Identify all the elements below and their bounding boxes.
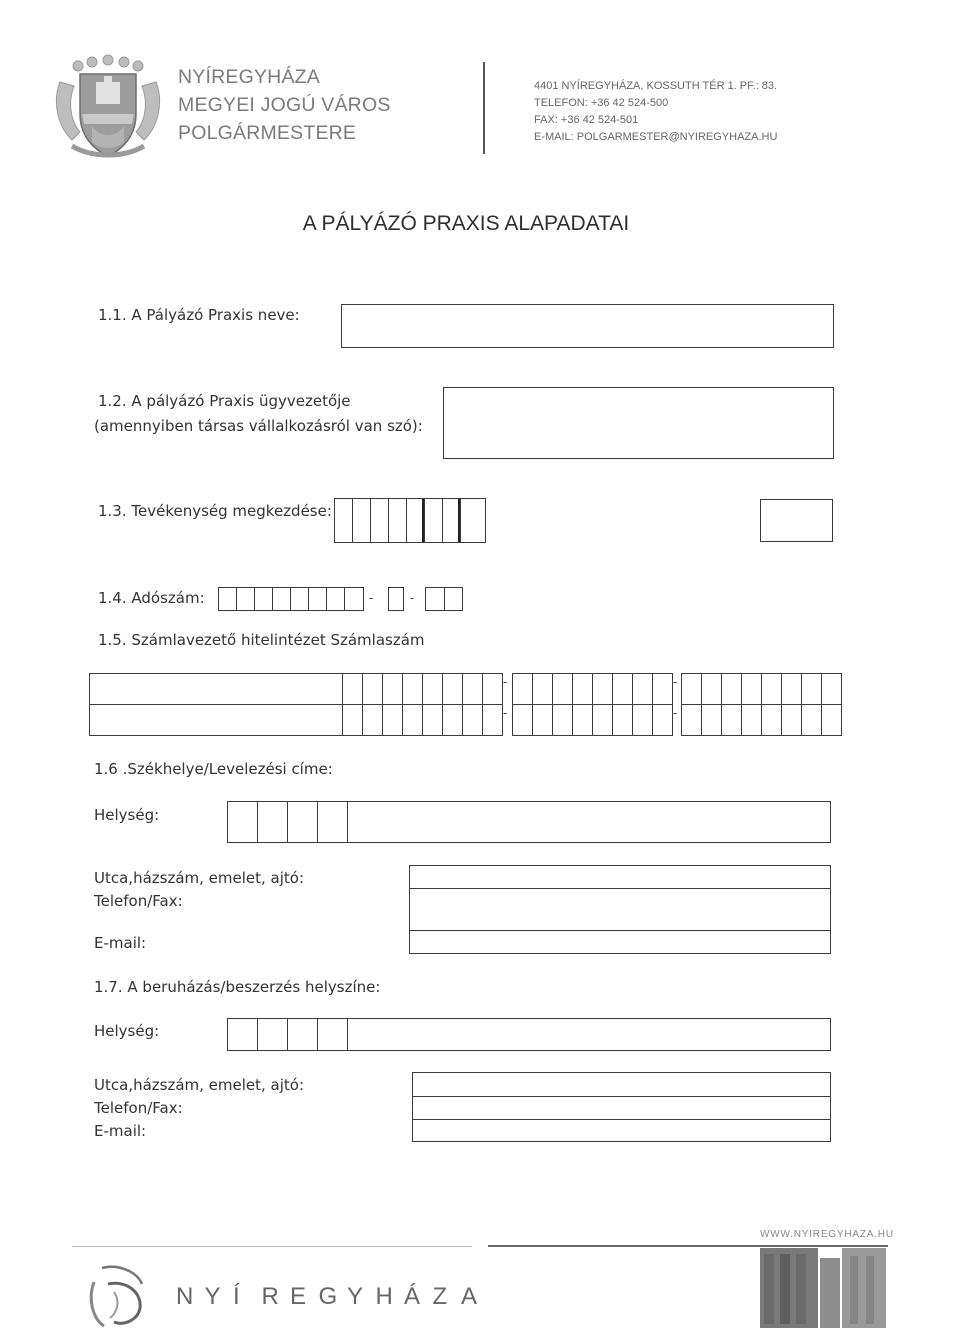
footer-website: WWW.NYIREGYHAZA.HU [760, 1229, 894, 1240]
label-phone-fax-2: Telefon/Fax: [94, 1099, 183, 1117]
bank-account-digit-cell[interactable] [592, 704, 613, 736]
label-street: Utca,házszám, emelet, ajtó: [94, 869, 305, 887]
bank-account-digit-cell[interactable] [552, 673, 573, 705]
label-manager-line1: 1.2. A pályázó Praxis ügyvezetője [98, 392, 351, 410]
bank-account-digit-cell[interactable] [761, 704, 782, 736]
bank-account-digit-cell[interactable] [362, 704, 383, 736]
bank-account-digit-cell[interactable] [821, 704, 842, 736]
bank-account-digit-cell[interactable] [612, 673, 633, 705]
bank-account-digit-cell[interactable] [721, 673, 742, 705]
footer-city-letter: G [318, 1283, 338, 1310]
footer-city-letter: Y [204, 1283, 221, 1310]
org-name-line3: POLGÁRMESTERE [178, 122, 357, 144]
bank-account-dash: - [503, 706, 508, 720]
bank-account-digit-cell[interactable] [482, 704, 503, 736]
label-street-2: Utca,házszám, emelet, ajtó: [94, 1076, 305, 1094]
contact-address: 4401 NYÍREGYHÁZA, KOSSUTH TÉR 1. PF.: 83. [534, 80, 778, 92]
bank-account-grid[interactable] [89, 673, 833, 736]
bank-account-digit-cell[interactable] [442, 673, 463, 705]
org-name-line2: MEGYEI JOGÚ VÁROS [178, 94, 391, 116]
bank-account-digit-cell[interactable] [422, 673, 443, 705]
contact-phone: TELEFON: +36 42 524-500 [534, 97, 669, 109]
phone-fax-field[interactable] [409, 888, 831, 931]
bank-account-digit-cell[interactable] [741, 673, 762, 705]
bank-account-digit-cell[interactable] [512, 704, 533, 736]
bank-account-digit-cell[interactable] [681, 704, 702, 736]
email-field[interactable] [409, 930, 831, 954]
contact-fax: FAX: +36 42 524-501 [534, 114, 639, 126]
label-email: E-mail: [94, 934, 147, 952]
nyiregyhaza-swirl-logo-icon [84, 1262, 156, 1328]
label-locality: Helység: [94, 806, 160, 824]
page-title: A PÁLYÁZÓ PRAXIS ALAPADATAI [302, 212, 630, 235]
building-photo-strip-icon [760, 1248, 886, 1328]
label-tax-number: 1.4. Adószám: [98, 589, 205, 607]
bank-account-digit-cell[interactable] [462, 673, 483, 705]
activity-extra-box[interactable] [760, 499, 833, 542]
bank-account-digit-cell[interactable] [592, 673, 613, 705]
bank-account-digit-cell[interactable] [552, 704, 573, 736]
bank-account-digit-cell[interactable] [701, 673, 722, 705]
footer-city-letter: Í [233, 1283, 240, 1310]
bank-account-digit-cell[interactable] [362, 673, 383, 705]
bank-account-digit-cell[interactable] [701, 704, 722, 736]
bank-account-digit-cell[interactable] [572, 673, 593, 705]
label-investment-site: 1.7. A beruházás/beszerzés helyszíne: [94, 978, 381, 996]
footer-rule-left [72, 1246, 472, 1247]
label-activity-start: 1.3. Tevékenység megkezdése: [98, 502, 332, 520]
bank-account-digit-cell[interactable] [482, 673, 503, 705]
bank-account-digit-cell[interactable] [781, 704, 802, 736]
phone-fax-field-2[interactable] [412, 1096, 831, 1120]
bank-account-digit-cell[interactable] [801, 673, 822, 705]
label-phone-fax: Telefon/Fax: [94, 892, 183, 910]
label-praxis-name: 1.1. A Pályázó Praxis neve: [98, 306, 300, 324]
bank-account-digit-cell[interactable] [572, 704, 593, 736]
bank-account-digit-cell[interactable] [801, 704, 822, 736]
bank-account-digit-cell[interactable] [462, 704, 483, 736]
tax-number-cells[interactable]: - - [218, 587, 464, 611]
bank-account-digit-cell[interactable] [402, 673, 423, 705]
bank-account-digit-cell[interactable] [821, 673, 842, 705]
footer-city-letter: Á [404, 1283, 421, 1310]
label-headquarters: 1.6 .Székhelye/Levelezési címe: [94, 760, 333, 778]
bank-account-digit-cell[interactable] [512, 673, 533, 705]
org-name-line1: NYÍREGYHÁZA [178, 66, 320, 88]
bank-account-digit-cell[interactable] [741, 704, 762, 736]
locality-field[interactable] [227, 801, 831, 843]
bank-account-digit-cell[interactable] [652, 673, 673, 705]
street-field-2[interactable] [412, 1072, 831, 1097]
footer-city-letter: E [290, 1283, 307, 1310]
label-locality-2: Helység: [94, 1022, 160, 1040]
header-divider [483, 62, 485, 154]
bank-account-digit-cell[interactable] [382, 704, 403, 736]
bank-account-digit-cell[interactable] [632, 704, 653, 736]
street-field[interactable] [409, 865, 831, 889]
bank-account-digit-cell[interactable] [532, 704, 553, 736]
footer-city-letter: H [375, 1283, 393, 1310]
footer-city-letter: Y [347, 1283, 364, 1310]
bank-account-digit-cell[interactable] [422, 704, 443, 736]
bank-account-dash: - [673, 675, 678, 689]
bank-account-digit-cell[interactable] [761, 673, 782, 705]
activity-start-date-cells[interactable] [334, 498, 486, 543]
bank-account-digit-cell[interactable] [632, 673, 653, 705]
bank-account-dash: - [503, 675, 508, 689]
bank-account-digit-cell[interactable] [382, 673, 403, 705]
city-coat-of-arms-icon [52, 52, 164, 164]
footer-city-letter: A [461, 1283, 478, 1310]
locality-field-2[interactable] [227, 1018, 831, 1051]
bank-account-digit-cell[interactable] [652, 704, 673, 736]
bank-account-digit-cell[interactable] [402, 704, 423, 736]
bank-account-digit-cell[interactable] [781, 673, 802, 705]
footer-rule-right [488, 1245, 888, 1247]
bank-account-dash: - [673, 706, 678, 720]
bank-account-digit-cell[interactable] [612, 704, 633, 736]
email-field-2[interactable] [412, 1119, 831, 1142]
footer-city-letter: N [176, 1283, 194, 1310]
label-email-2: E-mail: [94, 1122, 147, 1140]
contact-email: E-MAIL: POLGARMESTER@NYIREGYHAZA.HU [534, 131, 778, 143]
praxis-name-field[interactable] [341, 304, 834, 348]
bank-account-digit-cell[interactable] [532, 673, 553, 705]
bank-account-digit-cell[interactable] [442, 704, 463, 736]
bank-account-digit-cell[interactable] [342, 704, 363, 736]
manager-field[interactable] [443, 387, 834, 459]
label-manager-line2: (amennyiben társas vállalkozásról van szó): [94, 417, 423, 435]
footer-city-letter: R [261, 1283, 279, 1310]
footer-city-letter: Z [432, 1283, 448, 1310]
bank-account-digit-cell[interactable] [721, 704, 742, 736]
label-bank: 1.5. Számlavezető hitelintézet Számlaszám [98, 631, 425, 649]
bank-account-digit-cell[interactable] [681, 673, 702, 705]
bank-account-digit-cell[interactable] [342, 673, 363, 705]
